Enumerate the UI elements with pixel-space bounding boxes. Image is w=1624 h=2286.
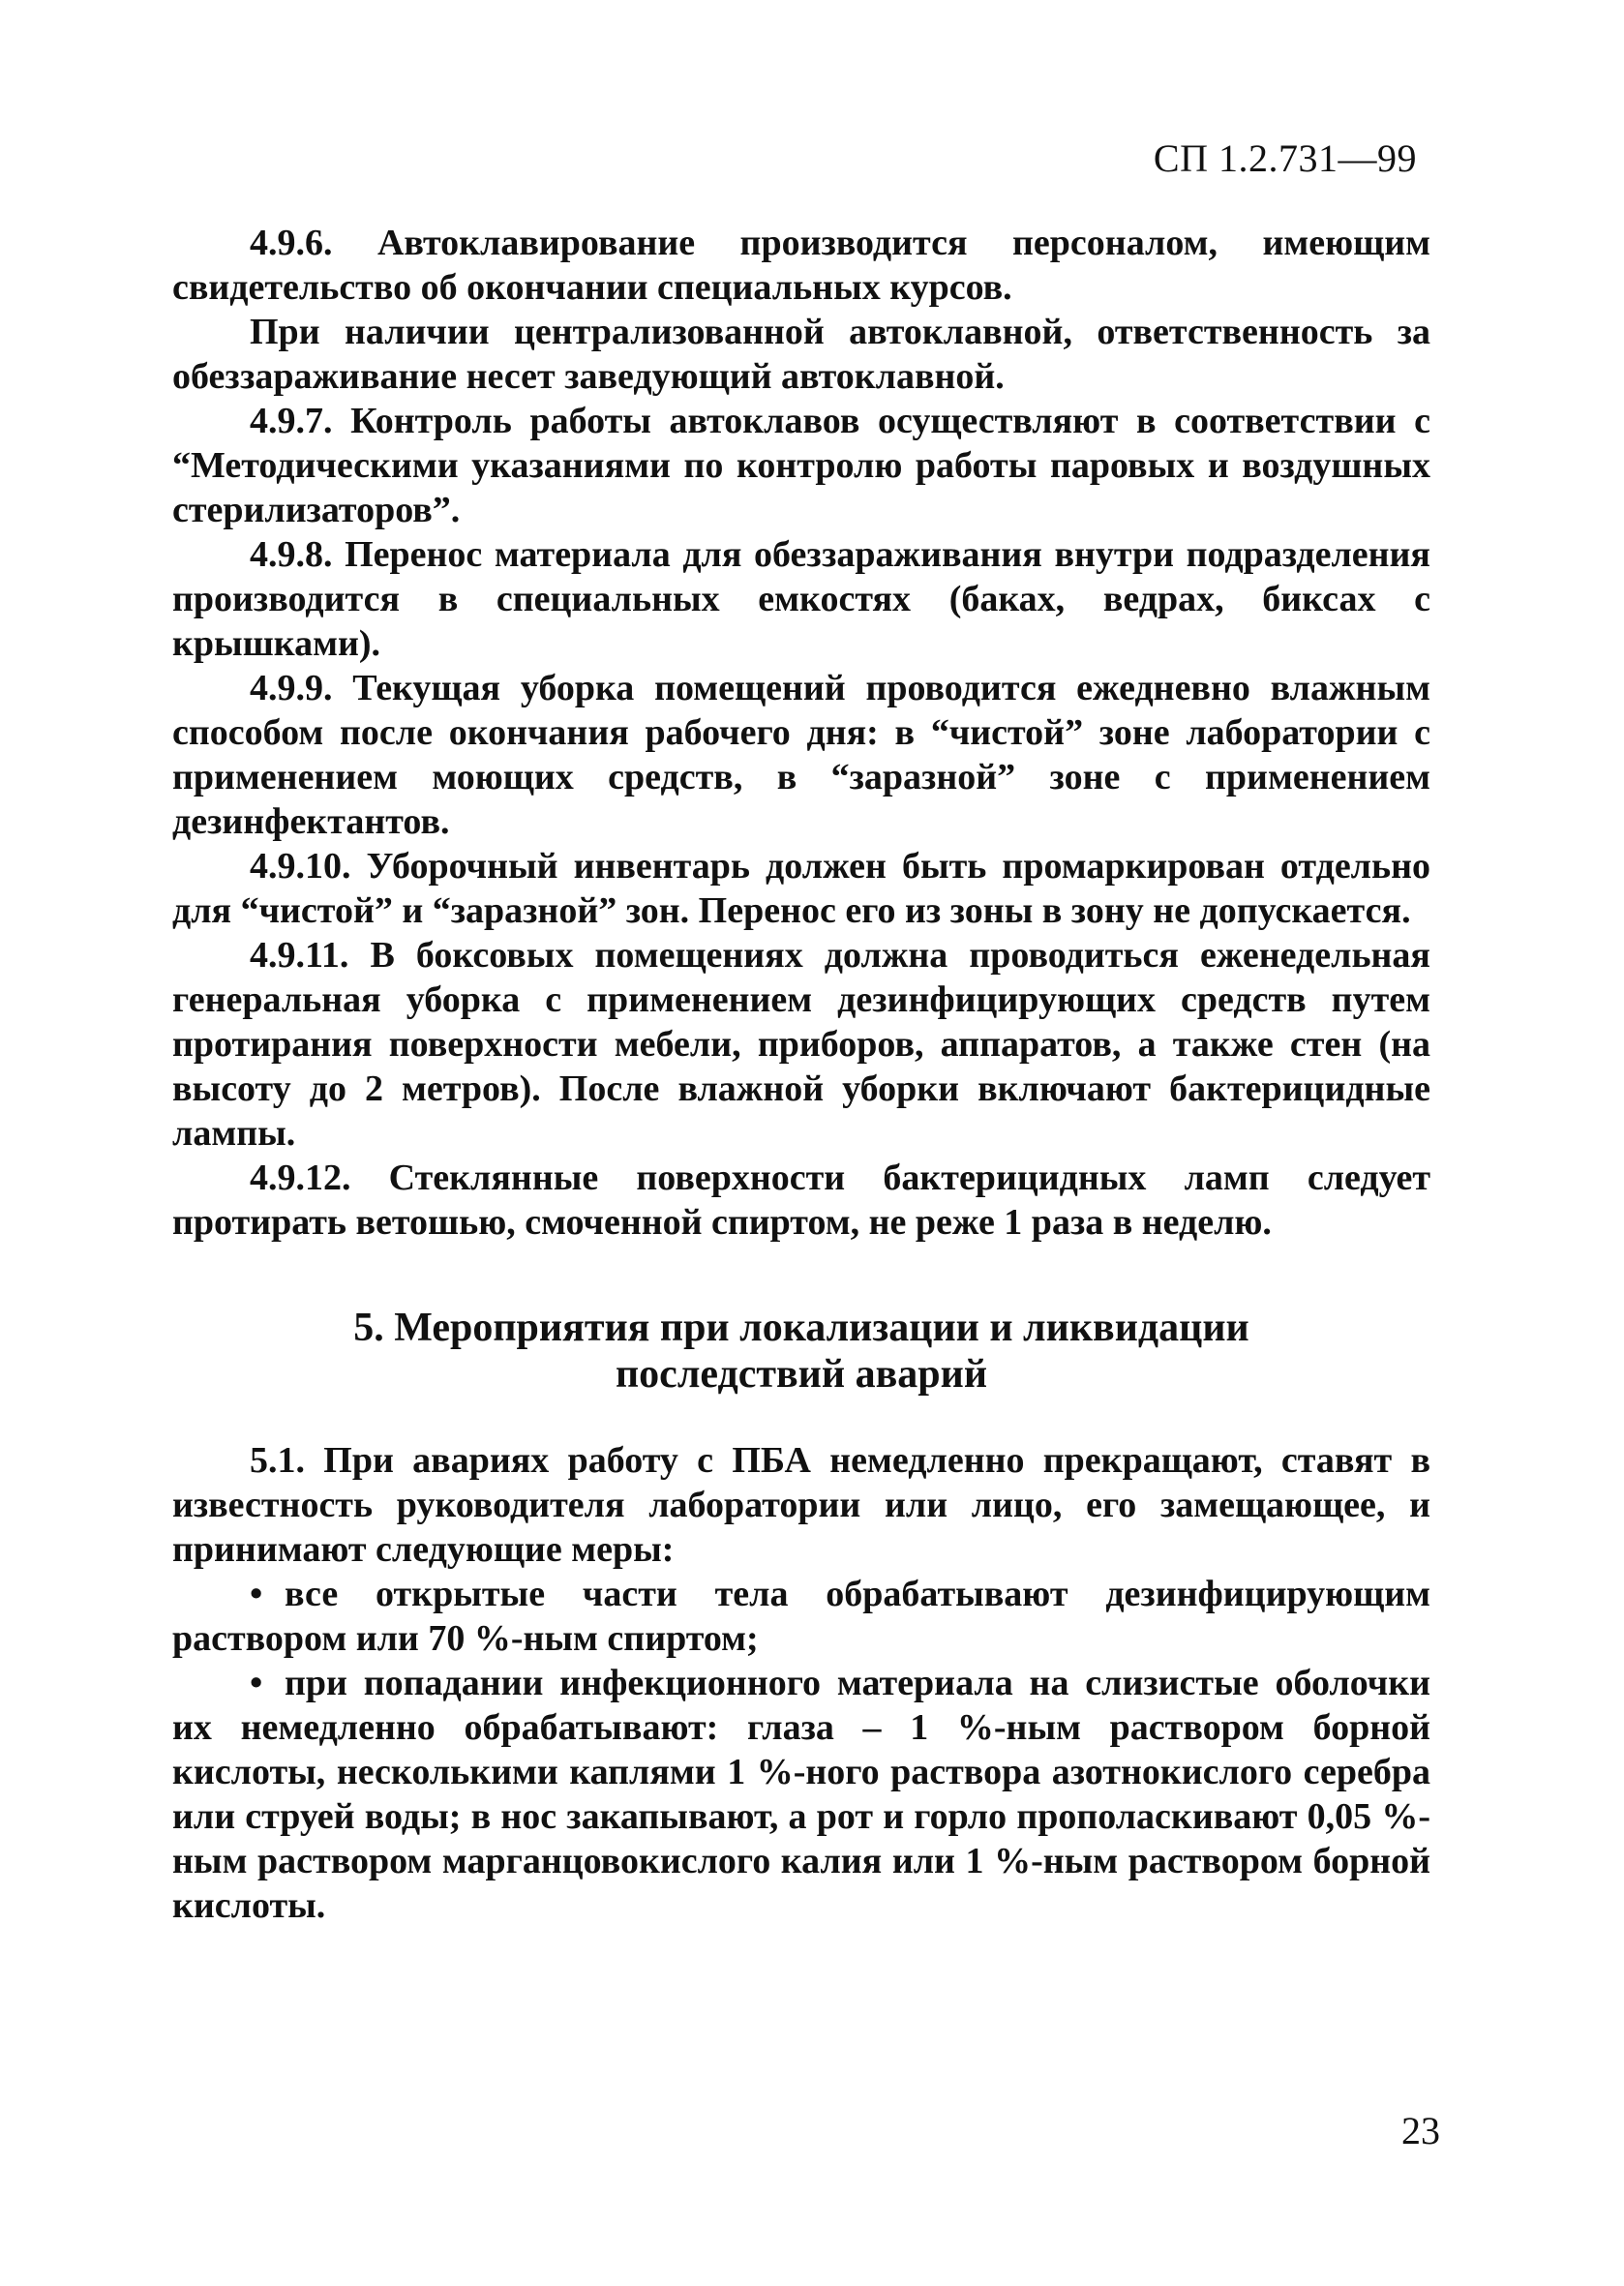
section-title-line-1: 5. Мероприятия при локализации и ликвидации — [353, 1306, 1249, 1350]
paragraph-4-9-12: 4.9.12. Стеклянные поверхности бактерицидных ламп следует протирать ветошью, смоченной спиртом, не реже 1 раза в неделю. — [172, 1158, 1430, 1243]
paragraph-5-1: 5.1. При авариях работу с ПБА немедленно прекращают, ставят в известность руководителя лаборатории или лицо, его замещающее, и принимают следующие меры: — [172, 1440, 1430, 1570]
bullet-item — [172, 1661, 1430, 1928]
document-code: СП 1.2.731—99 — [1153, 136, 1417, 180]
bullet-text: все открытые части тела обрабатывают дезинфицирующим раствором или 70 %-ным спиртом; — [172, 1574, 1430, 1659]
paragraph-4-9-7: 4.9.7. Контроль работы автоклавов осуществляют в соответствии с “Методическими указаниями по контролю работы паровых и воздушных стерилизаторов”. — [172, 401, 1430, 530]
section-title — [172, 1305, 1430, 1398]
section-title-line-2: последствий аварий — [615, 1352, 988, 1397]
paragraph-4-9-10: 4.9.10. Уборочный инвентарь должен быть промаркирован отдельно для “чистой” и “заразной” зон. Перенос его из зоны в зону не допускается. — [172, 846, 1430, 931]
bullet-text: при попадании инфекционного материала на слизистые оболочки их немедленно обрабатывают: глаза – 1 %-ным раствором борной кислоты, несколькими каплями 1 %-ного раствора азотнокислого серебра или струей воды; в нос закапывают, а рот и горло прополаскивают 0,05 %-ным раствором марганцовокислого калия или 1 %-ным раствором борной кислоты. — [172, 1663, 1430, 1926]
document-body — [172, 221, 1430, 1928]
paragraph-4-9-6: 4.9.6. Автоклавирование производится персоналом, имеющим свидетельство об окончании специальных курсов. — [172, 223, 1430, 308]
bullet-item — [172, 1572, 1430, 1661]
paragraph-4-9-8: 4.9.8. Перенос материала для обеззараживания внутри подразделения производится в специальных емкостях (баках, ведрах, биксах с крышками). — [172, 534, 1430, 664]
paragraph-4-9-9: 4.9.9. Текущая уборка помещений проводится ежедневно влажным способом после окончания рабочего дня: в “чистой” зоне лаборатории с применением моющих средств, в “заразной” зоне с применением дезинфектантов. — [172, 668, 1430, 842]
bullet-icon: • — [250, 1574, 263, 1614]
page-number: 23 — [1401, 2109, 1440, 2152]
paragraph-4-9-11: 4.9.11. В боксовых помещениях должна проводиться еженедельная генеральная уборка с применением дезинфицирующих средств путем протирания поверхности мебели, приборов, аппаратов, а также стен (на высоту до 2 метров). После влажной уборки включают бактерицидные лампы. — [172, 935, 1430, 1154]
bullet-icon: • — [250, 1663, 263, 1703]
paragraph-centralized-autoclave: При наличии централизованной автоклавной, ответственность за обеззараживание несет заведующий автоклавной. — [172, 312, 1430, 397]
